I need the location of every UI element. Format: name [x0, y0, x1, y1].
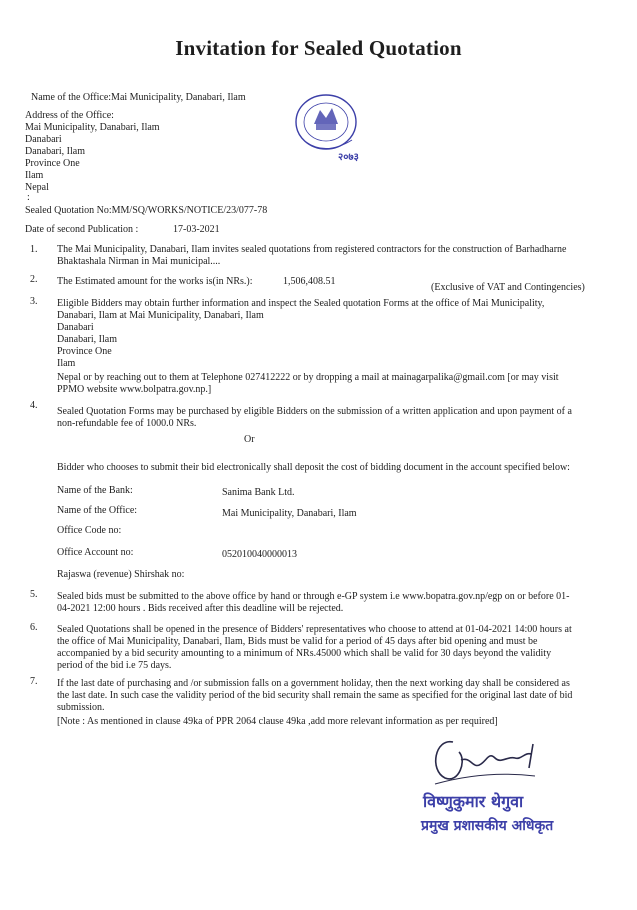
- item-3-line: Nepal or by reaching out to them at Telephone 027412222 or by dropping a mail at mainagarpalika@gmail.com [or may visit: [57, 372, 559, 383]
- rajaswa-label: Rajaswa (revenue) Shirshak no:: [57, 569, 185, 580]
- address-line: Danabari, Ilam: [25, 146, 85, 157]
- item-number: 7.: [30, 676, 38, 687]
- address-line: :: [27, 192, 30, 203]
- bank-value: Sanima Bank Ltd.: [222, 487, 295, 498]
- address-line: Ilam: [25, 170, 44, 181]
- item-7-line: If the last date of purchasing and /or submission falls on a government holiday, then the next working day shall be considered as: [57, 678, 570, 689]
- item-number: 4.: [30, 400, 38, 411]
- office-name: Name of the Office:Mai Municipality, Danabari, Ilam: [31, 92, 246, 103]
- bank-label: Name of the Bank:: [57, 485, 133, 496]
- item-number: 5.: [30, 589, 38, 600]
- address-line: Province One: [25, 158, 80, 169]
- item-6-line: Sealed Quotations shall be opened in the presence of Bidders' representatives who choose to attend at 01-04-2021 14:00 hours at: [57, 624, 572, 635]
- address-label: Address of the Office:: [25, 110, 114, 121]
- item-3-line: Danabari: [57, 322, 94, 333]
- bank-office-label: Name of the Office:: [57, 505, 138, 516]
- address-line: Danabari: [25, 134, 62, 145]
- publication-label: Date of second Publication :: [25, 224, 139, 235]
- item-7-note: [Note : As mentioned in clause 49ka of PPR 2064 clause 49ka ,add more relevant information as per required]: [57, 716, 498, 727]
- item-number: 6.: [30, 622, 38, 633]
- estimated-amount-label: The Estimated amount for the works is(in NRs.):: [57, 276, 253, 287]
- office-account-label: Office Account no:: [57, 547, 134, 558]
- publication-date: 17-03-2021: [173, 224, 220, 235]
- office-code-label: Office Code no:: [57, 525, 122, 536]
- item-6-line: the office of Mai Municipality, Danabari, Ilam, Bids must be valid for a period of 45 days after bid opening and must be: [57, 636, 538, 647]
- seal-text: [300, 166, 320, 167]
- item-5-line: Sealed bids must be submitted to the above office by hand or through e-GP system i.e www.bopatra.gov.np/egp on or before 01-: [57, 591, 570, 602]
- page-title: Invitation for Sealed Quotation: [175, 36, 462, 60]
- item-6-line: accompanied by a bid security amounting to a minimum of NRs.45000 which shall be valid for 30 days beyond the validity: [57, 648, 552, 659]
- signature-block: [415, 730, 575, 848]
- electronic-bid-note: Bidder who chooses to submit their bid electronically shall deposit the cost of bidding document in the account specified below:: [57, 462, 570, 473]
- item-1-line: The Mai Municipality, Danabari, Ilam invites sealed quotations from registered contractors for the construction of Barhadharne: [57, 244, 567, 255]
- svg-text:२०७३: २०७३: [338, 152, 359, 163]
- estimated-amount: 1,506,408.51: [283, 276, 336, 287]
- office-seal: [286, 84, 370, 166]
- item-3-line: Eligible Bidders may obtain further information and inspect the Sealed quotation Forms at the office of Mai Municipality,: [57, 298, 545, 309]
- address-line: Nepal: [25, 182, 49, 193]
- signatory-name: विष्णुकुमार थेगुवा: [423, 792, 524, 811]
- item-3-line: Province One: [57, 346, 112, 357]
- bank-office-value: Mai Municipality, Danabari, Ilam: [222, 508, 357, 519]
- item-5-line: 04-2021 12:00 hours . Bids received after this deadline will be rejected.: [57, 603, 344, 614]
- item-3-line: Danabari, Ilam: [57, 334, 117, 345]
- sealed-quotation-no: Sealed Quotation No:MM/SQ/WORKS/NOTICE/23/077-78: [25, 205, 268, 216]
- signature-text: [470, 740, 473, 741]
- item-4-line: non-refundable fee of 1000.0 NRs.: [57, 418, 197, 429]
- or-separator: Or: [244, 434, 255, 445]
- signatory-designation: प्रमुख प्रशासकीय अधिकृत: [421, 818, 554, 834]
- item-1-line: Bhaktashala Nirman in Mai municipal....: [57, 256, 221, 267]
- item-number: 1.: [30, 244, 38, 255]
- amount-note: (Exclusive of VAT and Contingencies): [431, 282, 585, 293]
- item-4-line: Sealed Quotation Forms may be purchased by eligible Bidders on the submission of a written application and upon payment of a: [57, 406, 572, 417]
- signature-scribble-icon: [415, 730, 575, 790]
- item-number: 2.: [30, 274, 38, 285]
- item-3-line: PPMO website www.bolpatra.gov.np.]: [57, 384, 212, 395]
- item-7-line: submission.: [57, 702, 105, 713]
- address-line: Mai Municipality, Danabari, Ilam: [25, 122, 160, 133]
- item-6-line: period of the bid i.e 75 days.: [57, 660, 172, 671]
- item-3-line: Ilam: [57, 358, 76, 369]
- item-7-line: the last date. In such case the validity period of the bid security shall remain the same as specified for the original last date of bid: [57, 690, 573, 701]
- item-3-line: Danabari, Ilam at Mai Municipality, Danabari, Ilam: [57, 310, 264, 321]
- item-number: 3.: [30, 296, 38, 307]
- office-account-value: 052010040000013: [222, 549, 297, 560]
